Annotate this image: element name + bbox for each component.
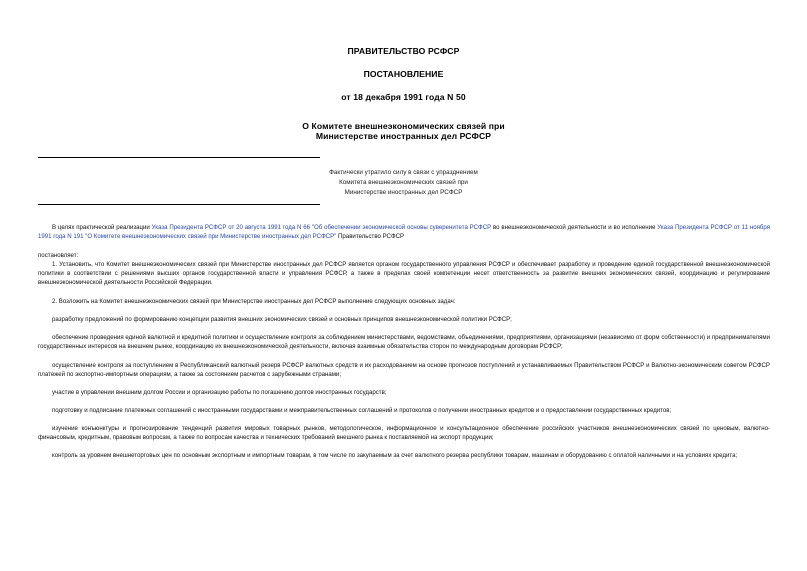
document-title-line-1: О Комитете внешнеэкономических связей при xyxy=(302,121,505,131)
preamble-text-mid: во внешнеэкономической деятельности и во исполнение xyxy=(491,224,658,231)
preamble-paragraph xyxy=(38,223,770,241)
task-item: подготовку и подписание платежных соглашений с иностранными государствами и межправительственных соглашений и протоколов о получении иностранных кредитов и о предоставлении государственных кредитов; xyxy=(52,407,672,414)
document-body xyxy=(38,223,770,460)
divider-top xyxy=(38,157,320,158)
clause-1: 1. Установить, что Комитет внешнеэкономических связей при Министерстве иностранных дел РСФСР является органом государственного управления РСФСР и обеспечивает разработку и проведение единой государственной внешнеэкономической политики в соответствии с решениями высших органов государственной власти и управления РСФСР, а также в пределах своей компетенции несет ответственность за развитие внешних экономических связей, координацию и регулирование внешнеэкономической деятельности Российской Федерации. xyxy=(38,261,770,286)
document-title-line-2: Министерстве иностранных дел РСФСР xyxy=(315,131,492,141)
task-item: изучение конъюнктуры и прогнозирование тенденций развития мировых товарных рынков, методологическое, информационное и консультационное обеспечение российских участников внешнеэкономических связей по ценовым, валютно-финансовым, кредитным, правовым вопросам, а также по вопросам качества и технических требований внешнего рынка к поставляемой на экспорт продукции; xyxy=(38,425,770,441)
task-item: разработку предложений по формированию концепции развития внешних экономических связей и основных принципов внешнеэкономической политики РСФСР; xyxy=(52,316,512,323)
task-item: контроль за уровнем внешнеторговых цен по основным экспортным и импортным товарам, в том числе по закупаемым за счет валютного резерва республики товарам, машинам и оборудованию с оплатой наличными и на условиях кредита; xyxy=(52,452,738,459)
resolves-label: постановляет: xyxy=(38,252,79,259)
divider-bottom xyxy=(38,204,320,205)
document-type-heading: ПОСТАНОВЛЕНИЕ xyxy=(363,69,444,79)
decree-191-link[interactable]: Указа Президента РСФСР от 11 ноября 1991 года N 191 "О Комитете внешнеэкономических связей при Министерстве иностранных дел РСФСР" xyxy=(38,224,770,240)
status-note-line-1: Фактически утратило силу в связи с упразднением xyxy=(329,169,478,176)
status-note-line-2: Комитета внешнеэкономических связей при xyxy=(339,179,468,186)
task-item: обеспечение проведения единой валютной и кредитной политики и осуществление контроля за соблюдением министерствами, ведомствами, объединениями, предприятиями, организациями (независимо от форм собственности) и предпринимателями государственных интересов на внешнем рынке, координацию их внешнеэкономической деятельности, включая взаимные обязательства сторон по международным договорам РСФСР; xyxy=(38,334,770,350)
task-item: участие в управлении внешним долгом России и организацию работы по погашению долгов иностранных государств; xyxy=(52,389,387,396)
decree-66-link[interactable]: Указа Президента РСФСР от 20 августа 1991 года N 66 "Об обеспечении экономической основы суверенитета РСФСР xyxy=(151,224,492,231)
clause-2: 2. Возложить на Комитет внешнеэкономических связей при Министерстве иностранных дел РСФСР выполнение следующих основных задач: xyxy=(52,298,456,305)
document-date-number: от 18 декабря 1991 года N 50 xyxy=(341,92,466,102)
preamble-text: В целях практической реализации xyxy=(52,224,152,231)
preamble-text-end: Правительство РСФСР xyxy=(336,233,405,240)
status-note-line-3: Министерстве иностранных дел РСФСР xyxy=(344,189,463,196)
task-item: осуществление контроля за поступлением в Республиканский валютный резерв РСФСР валютных средств и их расходованием на основе прогнозов поступлений и устанавливаемых Правительством РСФСР и Валютно-экономическим советом РСФСР платежей по экспортно-импортным операциям, а также за состоянием расчетов с зарубежными странами; xyxy=(38,362,770,378)
government-heading: ПРАВИТЕЛЬСТВО РСФСР xyxy=(347,46,460,56)
